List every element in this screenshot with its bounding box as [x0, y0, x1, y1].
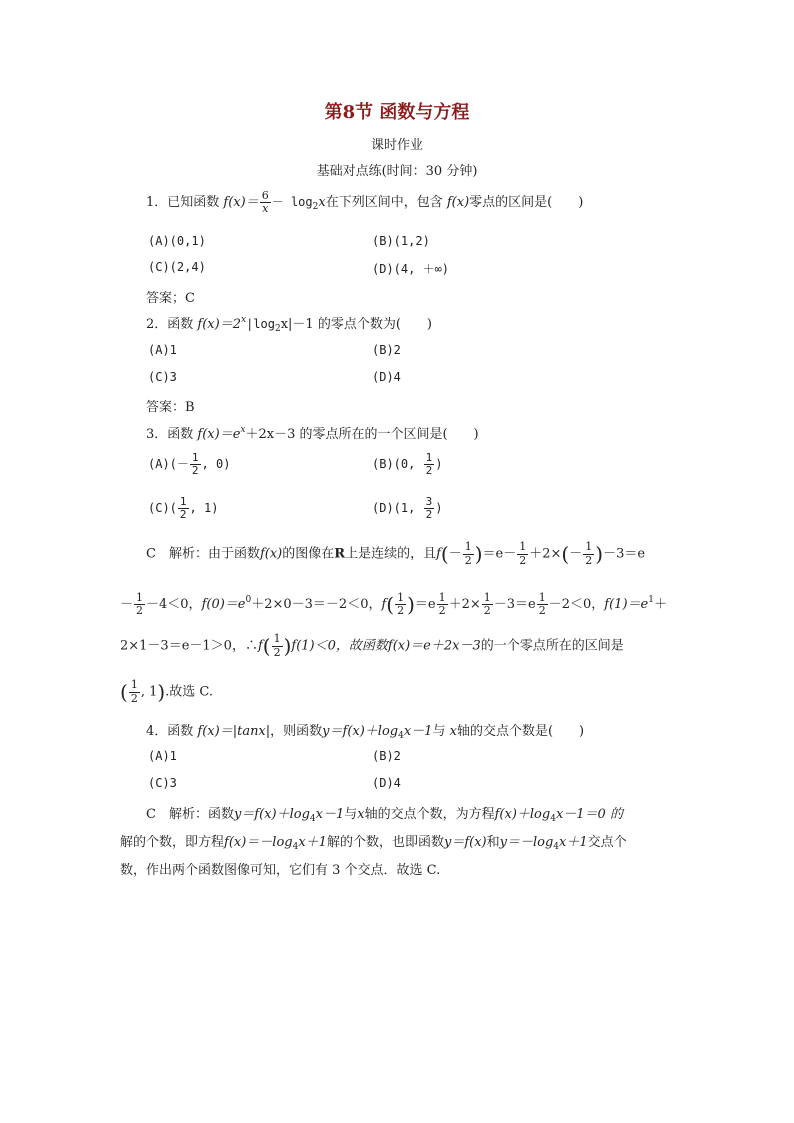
- q3-option-a: (A)(－ $\frac{1}{2}$ , 0): [148, 451, 231, 478]
- q3-solution-line-4: ( $\frac{1}{2}$ , 1).故选 C.: [120, 678, 214, 705]
- question-1: 1．已知函数 f(x)＝ $\frac{6}{x}$ － $\log_2x$在下列区间中，包含 f(x)零点的区间是( ): [146, 189, 584, 216]
- q3-option-c: (C)( $\frac{1}{2}$ , 1): [148, 495, 219, 522]
- question-4: 4．函数 f(x)＝|tanx|，则函数$y=f(x)+\log_4x-1$与 x轴的交点个数是( ): [146, 724, 585, 741]
- q1-number: 1．已知函数: [146, 195, 220, 211]
- question-2: 2．函数 $f(x)=2^x|\log_2x|-1$ 的零点个数为( ): [146, 315, 432, 334]
- q1-answer: 答案；C: [146, 291, 195, 306]
- q2-option-a: (A)1: [148, 343, 177, 357]
- q1-fraction: $\frac{6}{x}$: [261, 189, 269, 216]
- question-3: 3．函数 $f(x)=e^x+2x-3$ 的零点所在的一个区间是( ): [146, 425, 479, 442]
- q2-option-c: (C)3: [148, 370, 177, 384]
- section-timing: 基础对点练(时间：30 分钟): [316, 164, 478, 179]
- q3-solution-line-3: 2×1－3＝e－1＞0，∴f( $\frac{1}{2}$ )f(1)＜0，故函数f(x)＝e＋2x－3的一个零点所在的区间是: [120, 632, 624, 659]
- q1-option-d: (D)(4, ＋∞): [372, 262, 450, 276]
- q1-function: f(x)＝: [223, 195, 259, 211]
- q1-option-b: (B)(1,2): [372, 234, 430, 248]
- q4-solution-line-3: 数，作出两个函数图像可知，它们有 3 个交点．故选 C.: [120, 863, 441, 878]
- q3-option-d: (D)(1, $\frac{3}{2}$ ): [372, 495, 443, 522]
- q3-solution-line-1: C 解析：由于函数f(x)的图像在R上是连续的，且f(－ $\frac{1}{2}$ )＝e－ $\frac{1}{2}$ ＋2×(－ $\frac{1}{2}$ )－3＝e: [146, 540, 646, 567]
- q2-answer: 答案：B: [146, 400, 195, 415]
- q4-option-d: (D)4: [372, 776, 401, 790]
- q1-option-a: (A)(0,1): [148, 234, 206, 248]
- q2-option-b: (B)2: [372, 343, 401, 357]
- q3-option-b: (B)(0, $\frac{1}{2}$ ): [372, 451, 443, 478]
- q4-solution-line-2: 解的个数，即方程$f(x)=-\log_4x+1$解的个数，也即函数y＝f(x)和$y=-\log_4x+1$交点个: [120, 835, 627, 852]
- section-subtitle: 课时作业: [370, 138, 423, 153]
- q4-option-b: (B)2: [372, 749, 401, 763]
- q1-option-c: (C)(2,4): [148, 260, 206, 274]
- q4-solution-line-1: C 解析：函数$y=f(x)+\log_4x-1$与x轴的交点个数，为方程$f(x)+\log_4x-1=0$ 的: [146, 807, 623, 824]
- q4-option-a: (A)1: [148, 749, 177, 763]
- page-title: 第8节 函数与方程: [324, 102, 470, 123]
- q3-solution-line-2: － $\frac{1}{2}$ －4＜0，$f(0)=e^0+2\times 0-3=-2<0$，f( $\frac{1}{2}$ )＝e $\frac{1}{2}$ ＋2× $\frac{1}{2}$ －3＝e $\frac{1}{2}$ －2＜0，$f(1)=e^1+$: [120, 590, 667, 617]
- q4-option-c: (C)3: [148, 776, 177, 790]
- q2-option-d: (D)4: [372, 370, 401, 384]
